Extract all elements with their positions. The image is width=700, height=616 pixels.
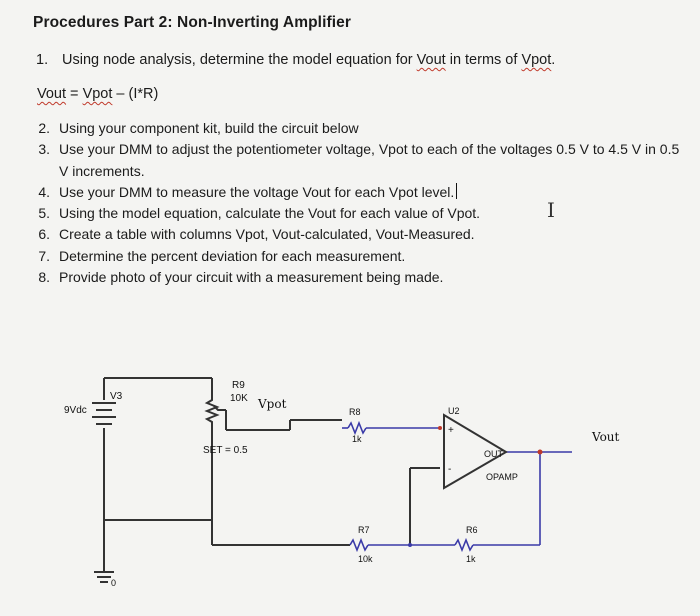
step-text: Determine the percent deviation for each measurement.	[59, 247, 406, 264]
input-node	[438, 426, 442, 430]
step-number: 2.	[38, 120, 50, 136]
step-1-vpot: Vpot	[521, 52, 552, 68]
resistor-r6	[455, 540, 473, 550]
r6-name: R6	[466, 525, 478, 535]
source-name: V3	[110, 391, 123, 402]
r7-name: R7	[358, 525, 370, 535]
step-text: Using your component kit, build the circuit below	[59, 120, 359, 136]
pot-set: SET = 0.5	[203, 445, 248, 456]
equation-equals: =	[66, 86, 83, 102]
source-label: 9Vdc	[64, 405, 87, 416]
step-number: 4.	[38, 183, 50, 200]
output-node	[538, 450, 543, 455]
step-1-text-c: .	[551, 52, 556, 68]
step-number: 5.	[38, 205, 50, 222]
step-number: 6.	[38, 226, 50, 243]
step-1-text-a: Using node analysis, determine the model equation for	[62, 52, 417, 68]
vpot-label: Vpot	[258, 397, 287, 411]
equation-vpot: Vpot	[82, 86, 113, 102]
step-text: Use your DMM to adjust the potentiometer voltage, Vpot to each of the voltages 0.5 V to 4.5 V in 0.5 V increments.	[59, 141, 680, 179]
resistor-r8	[348, 423, 366, 433]
step-1-text-b: in terms of	[445, 52, 522, 68]
step-1-vout: Vout	[416, 52, 446, 68]
ground-label: 0	[111, 578, 117, 588]
r8-value: 1k	[352, 434, 362, 444]
step-1-number: 1.	[36, 52, 49, 68]
step-text-content: Use your DMM to measure the voltage Vout for each Vpot level.	[59, 183, 455, 200]
step-number: 8.	[38, 269, 50, 286]
feedback-node	[408, 543, 412, 547]
equation-rest: – (I*R)	[112, 86, 159, 102]
opamp-out: OUT	[484, 449, 503, 459]
r8-name: R8	[349, 407, 361, 417]
opamp-name: U2	[448, 406, 460, 416]
r7-value: 10k	[358, 554, 373, 564]
opamp-type: OPAMP	[486, 472, 518, 482]
vout-label: Vout	[592, 430, 620, 444]
pot-wiper-arrow	[214, 406, 226, 410]
step-number: 3.	[38, 141, 50, 158]
equation-vout: Vout	[37, 86, 67, 102]
step-number: 7.	[38, 247, 50, 264]
pot-name: R9	[232, 380, 245, 391]
step-text: Using the model equation, calculate the Vout for each value of Vpot.	[59, 205, 481, 222]
opamp-minus: -	[448, 464, 452, 475]
r6-value: 1k	[466, 554, 476, 564]
step-text: Create a table with columns Vpot, Vout-calculated, Vout-Measured.	[59, 226, 475, 243]
pot-value: 10K	[230, 393, 248, 404]
text-cursor-icon: I	[547, 198, 555, 222]
step-text: Provide photo of your circuit with a measurement being made.	[59, 269, 444, 286]
resistor-r7	[350, 540, 368, 550]
page-title: Procedures Part 2: Non-Inverting Amplifier	[33, 14, 351, 31]
opamp-plus: +	[448, 425, 454, 436]
